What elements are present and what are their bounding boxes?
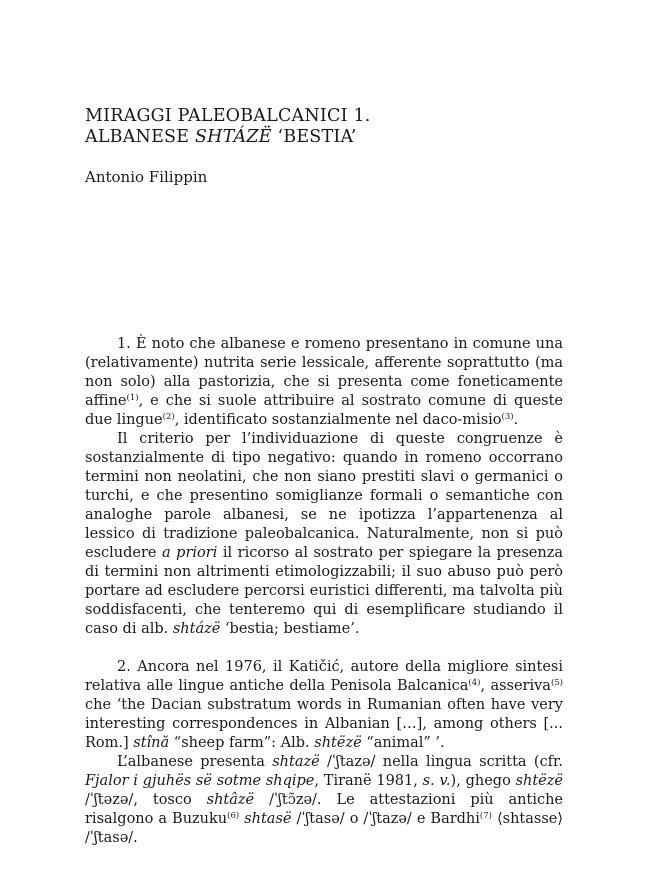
text-span: 2. Ancora nel 1976, il Katičić, autore della migliore sintesi relativa alle lingue antiche della Penisola Balcanica — [85, 659, 563, 694]
text-span: /ˈʃtazə/ nella lingua scritta (cfr. — [319, 754, 564, 770]
footnote-ref-3[interactable]: (3) — [501, 412, 514, 422]
text-span: /ˈʃtasə/ o /ˈʃtazə/ e Bardhi — [291, 811, 480, 827]
text-span: L’albanese presenta — [117, 754, 273, 770]
text-span: , asseriva — [480, 678, 551, 694]
text-span: , e che si suole attribuire al sostrato comune di queste due lingue — [85, 393, 563, 428]
paragraph-2-1 — [85, 658, 563, 753]
text-span: ), ghego — [450, 773, 516, 789]
title-line-2 — [85, 127, 565, 148]
title-line-2-suffix: ‘BESTIA’ — [271, 127, 357, 147]
paragraph-2-2 — [85, 753, 563, 848]
title-keyword: SHTÁZË — [194, 127, 272, 147]
footnote-ref-2[interactable]: (2) — [162, 412, 175, 422]
italic-term: shtázë — [172, 621, 221, 637]
italic-term: shtazë — [272, 754, 320, 770]
article-body — [85, 335, 563, 848]
italic-term: shtëzë — [314, 735, 362, 751]
italic-term: stînă — [133, 735, 170, 751]
footnote-ref-6[interactable]: (6) — [227, 811, 240, 821]
text-span: “sheep farm”: Alb. — [169, 735, 315, 751]
footnote-ref-1[interactable]: (1) — [126, 393, 139, 403]
article-title — [85, 106, 565, 148]
italic-term: shtâzë — [206, 792, 255, 808]
text-span: che ‘the Dacian substratum words in Rumanian often have very interesting correspondences in Albanian […], among others [... Rom.] — [85, 697, 563, 751]
italic-term: shtasë — [244, 811, 292, 827]
italic-title: Fjalor i gjuhës së sotme shqipe — [85, 773, 315, 789]
text-span: /ˈʃtɔ̃zə/. Le attestazioni più antiche risalgono a Buzuku — [85, 792, 564, 827]
italic-term: shtëzë — [515, 773, 563, 789]
text-span: ⟨shtasse⟩ /ˈʃtasə/. — [85, 811, 564, 846]
footnote-ref-4[interactable]: (4) — [468, 678, 481, 688]
text-span: 1. È noto che albanese e romeno presentano in comune una (relativamente) nutrita serie lessicale, afferente soprattutto (ma non solo) alla pastorizia, che si presenta come foneticamente affine — [85, 336, 563, 409]
text-span: , identificato sostanzialmente nel daco-misio — [174, 412, 502, 428]
footnote-ref-7[interactable]: (7) — [479, 811, 492, 821]
text-span: il ricorso al sostrato per spiegare la presenza di termini non altrimenti etimologizzabili; il suo abuso può però portare ad escludere percorsi euristici differenti, ma talvolta più soddisfacenti, che tenteremo qui di esemplificare studiando il caso di alb. — [85, 545, 563, 637]
italic-abbrev: s. v. — [422, 773, 451, 789]
italic-term: a priori — [162, 545, 218, 561]
text-span: ‘bestia; bestiame’. — [220, 621, 360, 637]
paragraph-1-2 — [85, 430, 563, 639]
paragraph-1-1 — [85, 335, 563, 430]
text-span: , Tiranë 1981, — [314, 773, 423, 789]
text-span: /ˈʃtəzə/, tosco — [85, 792, 207, 808]
text-span: “animal” ’. — [361, 735, 445, 751]
author-name: Antonio Filippin — [85, 168, 208, 186]
footnote-ref-5[interactable]: (5) — [550, 678, 563, 688]
title-line-1: MIRAGGI PALEOBALCANICI 1. — [85, 106, 371, 126]
text-span: . — [513, 412, 519, 428]
text-span: Il criterio per l’individuazione di queste congruenze è sostanzialmente di tipo negativo: quando in romeno occorrano termini non neolatini, che non siano prestiti slavi o germanici o turchi, e che presentino somiglianze formali o semantiche con analoghe parole albanesi, se ne ipotizza l’appartenenza al lessico di tradizione paleobalcanica. Naturalmente, non si può escludere — [85, 431, 563, 561]
title-line-2-prefix: ALBANESE — [85, 127, 195, 147]
